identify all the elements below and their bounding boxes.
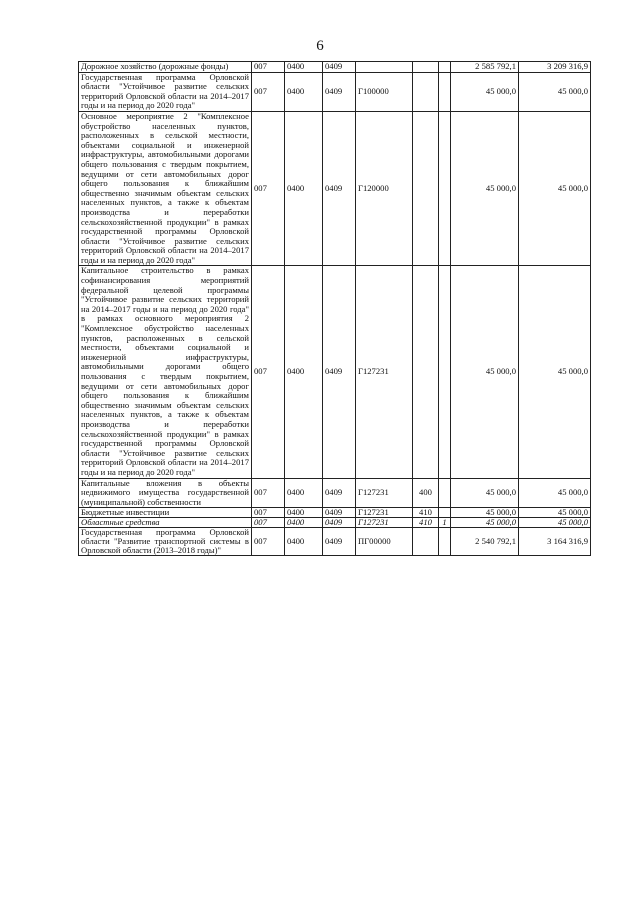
row-amount-year1: 45 000,0 <box>451 111 519 266</box>
row-expense-type: 410 <box>413 508 439 518</box>
row-target-article: Г127231 <box>356 508 413 518</box>
row-amount-year1: 45 000,0 <box>451 478 519 508</box>
row-amount-year2: 45 000,0 <box>519 111 591 266</box>
row-name: Капитальное строительство в рамках софинансирования мероприятий федеральной целевой программы "Устойчивое развитие сельских территорий на 2014–2017 годы и на период до 2020 года" в рамках основного мероприятия 2 "Комплексное обустройство населенных пунктов, расположенных в сельской местности, объектами социальной и инженерной инфраструктуры, автомобильными дорогами общего пользования с твердым покрытием, ведущими от сети автомобильных дорог общего пользования к ближайшим общественно значимым объектам сельских населенных пунктов, а также к объектам производства и переработки сельскохозяйственной продукции" в рамках государственной программы Орловской области "Устойчивое развитие сельских территорий Орловской области на 2014–2017 годы и на период до 2020 года" <box>79 266 252 478</box>
row-podrazdel: 0409 <box>323 508 356 518</box>
row-extra-code <box>439 72 451 111</box>
table-row <box>79 508 591 518</box>
row-amount-year1: 45 000,0 <box>451 72 519 111</box>
row-name: Областные средства <box>79 518 252 528</box>
row-amount-year1: 2 585 792,1 <box>451 62 519 73</box>
table-row <box>79 266 591 478</box>
row-podrazdel: 0409 <box>323 478 356 508</box>
row-expense-type <box>413 111 439 266</box>
row-target-article: ПГ00000 <box>356 528 413 556</box>
row-razdel: 0400 <box>285 72 323 111</box>
row-razdel: 0400 <box>285 528 323 556</box>
row-extra-code <box>439 62 451 73</box>
row-amount-year2: 3 164 316,9 <box>519 528 591 556</box>
row-extra-code <box>439 508 451 518</box>
row-target-article: Г127231 <box>356 266 413 478</box>
table-row <box>79 111 591 266</box>
row-razdel: 0400 <box>285 508 323 518</box>
row-razdel: 0400 <box>285 266 323 478</box>
row-razdel: 0400 <box>285 478 323 508</box>
row-podrazdel: 0409 <box>323 62 356 73</box>
page-number: 6 <box>316 38 324 54</box>
row-target-article <box>356 62 413 73</box>
row-podrazdel: 0409 <box>323 72 356 111</box>
row-amount-year2: 45 000,0 <box>519 72 591 111</box>
row-podrazdel: 0409 <box>323 528 356 556</box>
row-target-article: Г127231 <box>356 518 413 528</box>
row-name: Дорожное хозяйство (дорожные фонды) <box>79 62 252 73</box>
row-podrazdel: 0409 <box>323 266 356 478</box>
row-expense-type <box>413 72 439 111</box>
row-extra-code <box>439 266 451 478</box>
row-grbs: 007 <box>252 508 285 518</box>
row-amount-year2: 45 000,0 <box>519 266 591 478</box>
row-extra-code: 1 <box>439 518 451 528</box>
row-amount-year2: 3 209 316,9 <box>519 62 591 73</box>
row-amount-year1: 45 000,0 <box>451 518 519 528</box>
table-row <box>79 62 591 73</box>
row-expense-type <box>413 528 439 556</box>
row-podrazdel: 0409 <box>323 518 356 528</box>
row-name: Государственная программа Орловской области "Развитие транспортной системы в Орловской области (2013–2018 годы)" <box>79 528 252 556</box>
row-expense-type <box>413 62 439 73</box>
row-extra-code <box>439 111 451 266</box>
row-expense-type: 400 <box>413 478 439 508</box>
row-name: Бюджетные инвестиции <box>79 508 252 518</box>
budget-table <box>78 61 591 556</box>
row-amount-year2: 45 000,0 <box>519 508 591 518</box>
row-amount-year1: 45 000,0 <box>451 266 519 478</box>
row-razdel: 0400 <box>285 111 323 266</box>
row-grbs: 007 <box>252 518 285 528</box>
table-row <box>79 518 591 528</box>
row-grbs: 007 <box>252 266 285 478</box>
row-razdel: 0400 <box>285 62 323 73</box>
row-razdel: 0400 <box>285 518 323 528</box>
row-amount-year2: 45 000,0 <box>519 478 591 508</box>
row-grbs: 007 <box>252 111 285 266</box>
row-name: Капитальные вложения в объекты недвижимого имущества государственной (муниципальной) собственности <box>79 478 252 508</box>
row-amount-year1: 45 000,0 <box>451 508 519 518</box>
row-target-article: Г127231 <box>356 478 413 508</box>
row-expense-type: 410 <box>413 518 439 528</box>
row-expense-type <box>413 266 439 478</box>
row-extra-code <box>439 478 451 508</box>
row-target-article: Г120000 <box>356 111 413 266</box>
row-amount-year2: 45 000,0 <box>519 518 591 528</box>
table-row <box>79 72 591 111</box>
row-name: Основное мероприятие 2 "Комплексное обустройство населенных пунктов, расположенных в сельской местности, объектами социальной и инженерной инфраструктуры, автомобильными дорогами общего пользования с твердым покрытием, ведущими от сети автомобильных дорог общего пользования к ближайшим общественно значимым объектам сельских населенных пунктов, а также к объектам производства и переработки сельскохозяйственной продукции" в рамках государственной программы Орловской области "Устойчивое развитие сельских территорий Орловской области на 2014–2017 годы и на период до 2020 года" <box>79 111 252 266</box>
row-extra-code <box>439 528 451 556</box>
budget-table-body <box>79 62 591 556</box>
row-grbs: 007 <box>252 62 285 73</box>
table-row <box>79 478 591 508</box>
row-name: Государственная программа Орловской области "Устойчивое развитие сельских территорий Орловской области на 2014–2017 годы и на период до 2020 года" <box>79 72 252 111</box>
row-grbs: 007 <box>252 478 285 508</box>
row-target-article: Г100000 <box>356 72 413 111</box>
table-row <box>79 528 591 556</box>
row-grbs: 007 <box>252 72 285 111</box>
row-podrazdel: 0409 <box>323 111 356 266</box>
row-grbs: 007 <box>252 528 285 556</box>
row-amount-year1: 2 540 792,1 <box>451 528 519 556</box>
